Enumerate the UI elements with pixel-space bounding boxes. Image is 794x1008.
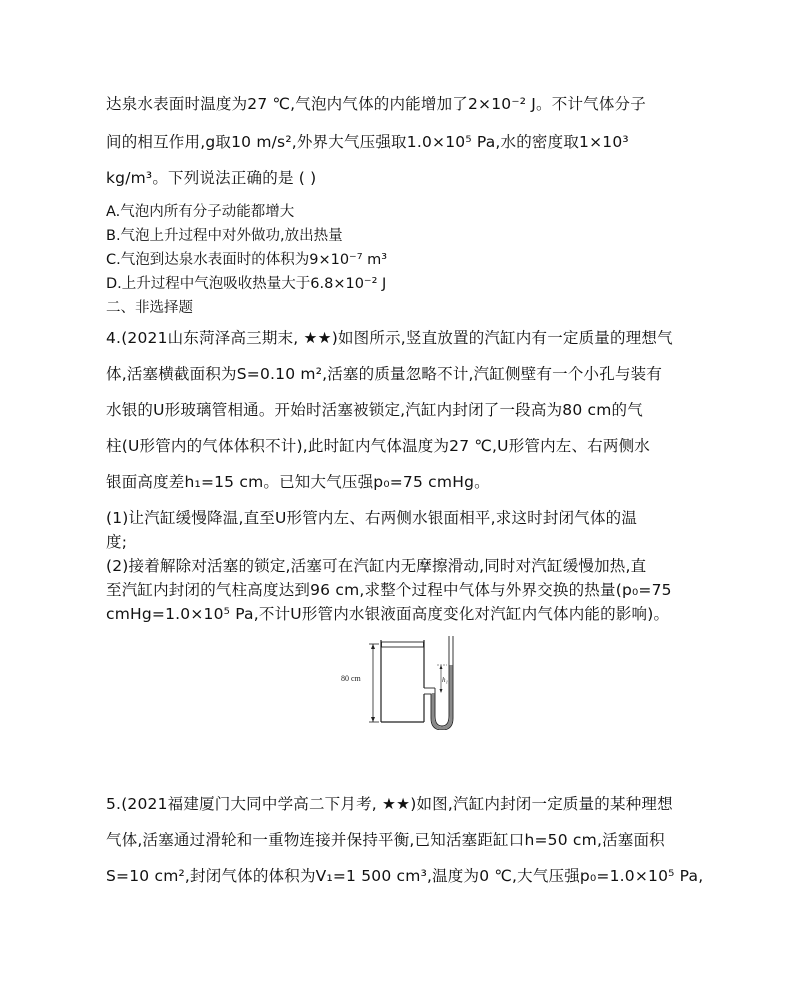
- q4-sub1-line-1: (1)让汽缸缓慢降温,直至U形管内左、右两侧水银面相平,求这时封闭气体的温: [106, 509, 638, 527]
- q4-sub2-line-1: (2)接着解除对活塞的锁定,活塞可在汽缸内无摩擦滑动,同时对汽缸缓慢加热,直: [106, 557, 647, 575]
- section-heading: 二、非选择题: [106, 300, 193, 316]
- q4-line-2: 体,活塞横截面积为S=0.10 m²,活塞的质量忽略不计,汽缸侧壁有一个小孔与装有: [106, 365, 663, 383]
- q3-option-a: A.气泡内所有分子动能都增大: [106, 204, 295, 220]
- q4-sub1-line-2: 度;: [106, 533, 128, 551]
- q5-line-1: 5.(2021福建厦门大同中学高二下月考, ★★)如图,汽缸内封闭一定质量的某种理想: [106, 795, 673, 813]
- height-label: 80 cm: [341, 674, 361, 683]
- q3-line-3: kg/m³。下列说法正确的是 ( ): [106, 169, 317, 187]
- piston: [382, 642, 424, 647]
- q4-line-1: 4.(2021山东菏泽高三期末, ★★)如图所示,竖直放置的汽缸内有一定质量的理想气: [106, 329, 673, 347]
- q3-line-2: 间的相互作用,g取10 m/s²,外界大气压强取1.0×10⁵ Pa,水的密度取1×10³: [106, 133, 629, 151]
- q4-line-5: 银面高度差h₁=15 cm。已知大气压强p₀=75 cmHg。: [106, 473, 490, 491]
- q4-sub2-line-3: cmHg=1.0×10⁵ Pa,不计U形管内水银液面高度变化对汽缸内气体内能的影响)。: [106, 605, 670, 623]
- cylinder-u-tube-figure: [335, 630, 460, 730]
- q4-line-3: 水银的U形玻璃管相通。开始时活塞被锁定,汽缸内封闭了一段高为80 cm的气: [106, 401, 643, 419]
- h1-label: h₁: [442, 676, 448, 684]
- q3-option-d: D.上升过程中气泡吸收热量大于6.8×10⁻² J: [106, 276, 387, 292]
- q3-option-b: B.气泡上升过程中对外做功,放出热量: [106, 228, 343, 244]
- q5-line-3: S=10 cm²,封闭气体的体积为V₁=1 500 cm³,温度为0 ℃,大气压强p₀=1.0×10⁵ Pa,: [106, 867, 704, 885]
- q5-line-2: 气体,活塞通过滑轮和一重物连接并保持平衡,已知活塞距缸口h=50 cm,活塞面积: [106, 831, 665, 849]
- q3-line-1: 达泉水表面时温度为27 ℃,气泡内气体的内能增加了2×10⁻² J。不计气体分子: [106, 95, 646, 113]
- q4-line-4: 柱(U形管内的气体体积不计),此时缸内气体温度为27 ℃,U形管内左、右两侧水: [106, 437, 650, 455]
- q3-option-c: C.气泡到达泉水表面时的体积为9×10⁻⁷ m³: [106, 252, 388, 268]
- q4-sub2-line-2: 至汽缸内封闭的气柱高度达到96 cm,求整个过程中气体与外界交换的热量(p₀=75: [106, 581, 672, 599]
